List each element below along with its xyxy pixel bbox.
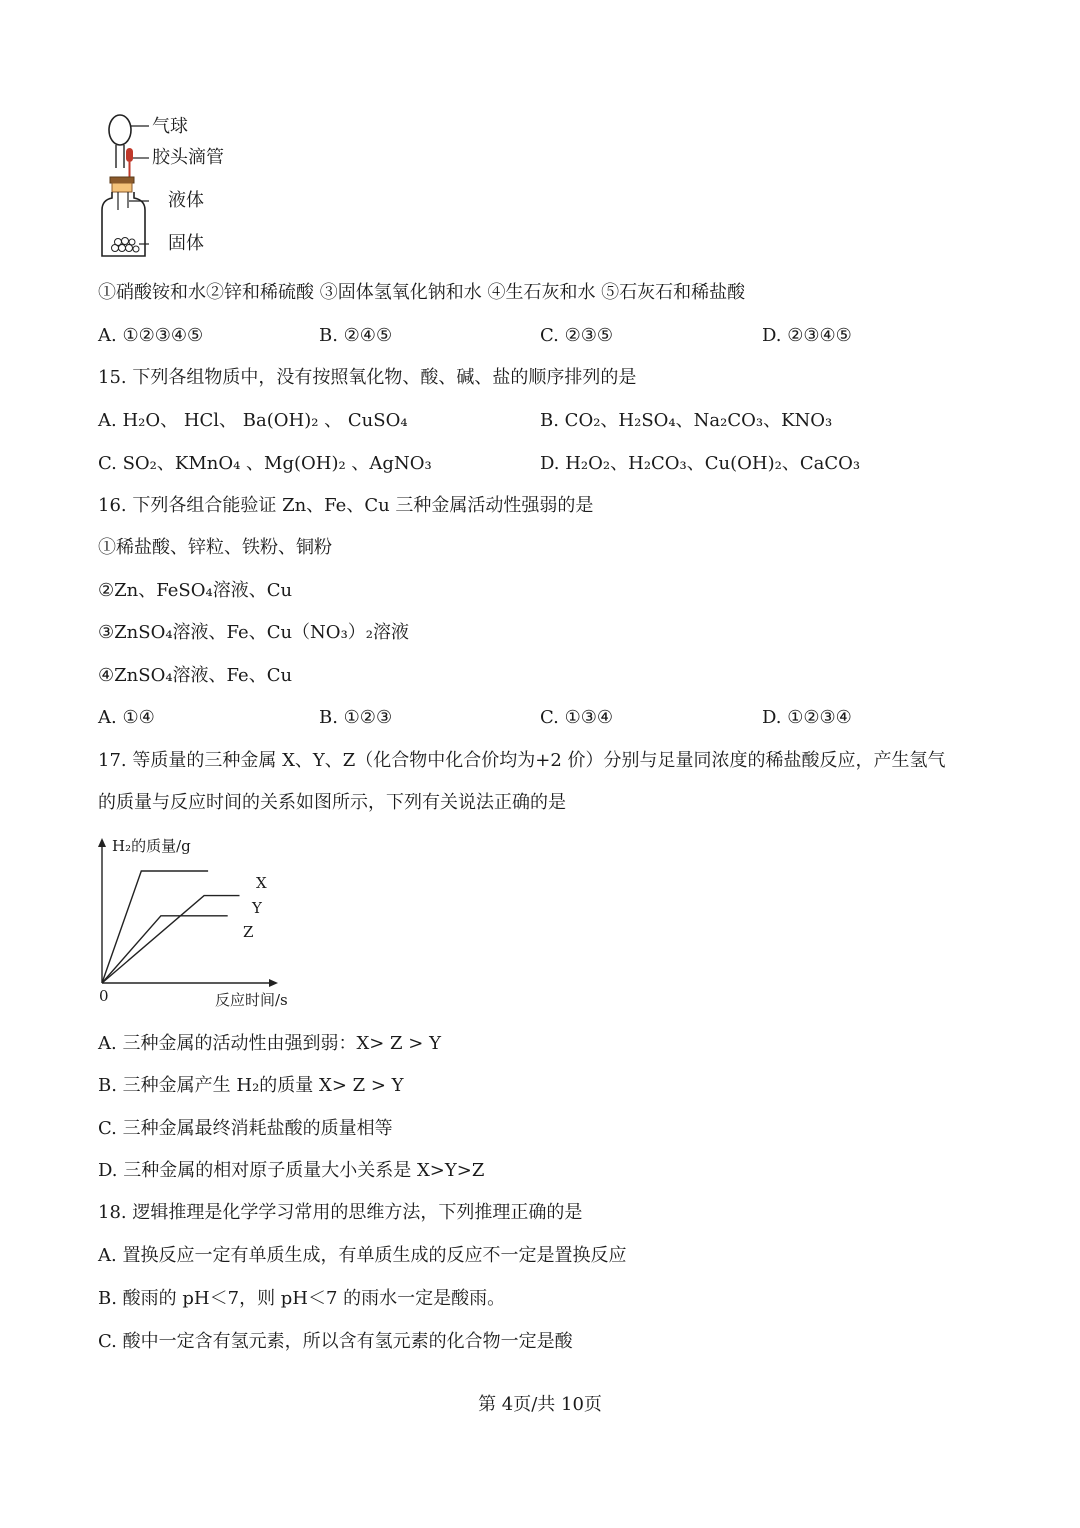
q17-stem-line2: 的质量与反应时间的关系如图所示，下列有关说法正确的是 bbox=[98, 792, 566, 813]
q15-option-b: B. CO₂、H₂SO₄、Na₂CO₃、KNO₃ bbox=[540, 410, 833, 431]
dropper-label: 胶头滴管 bbox=[152, 147, 224, 168]
q14-option-b: B. ②④⑤ bbox=[319, 325, 393, 346]
stopper bbox=[110, 177, 134, 183]
q17-option-a: A. 三种金属的活动性由强到弱：X> Z > Y bbox=[98, 1033, 441, 1054]
q16-option-b: B. ①②③ bbox=[319, 707, 393, 728]
q14-combos: ①硝酸铵和水②锌和稀硫酸 ③固体氢氧化钠和水 ④生石灰和水 ⑤石灰石和稀盐酸 bbox=[98, 282, 746, 303]
dropper-bulb bbox=[126, 148, 133, 162]
solid-particles bbox=[112, 238, 140, 253]
bottle bbox=[102, 192, 145, 256]
q17-option-c: C. 三种金属最终消耗盐酸的质量相等 bbox=[98, 1118, 393, 1139]
q14-option-a: A. ①②③④⑤ bbox=[98, 325, 204, 346]
h2-mass-chart bbox=[90, 835, 290, 1015]
legend-z-label: Z bbox=[243, 923, 254, 941]
q15-stem: 15. 下列各组物质中，没有按照氧化物、酸、碱、盐的顺序排列的是 bbox=[98, 367, 637, 388]
q16-item-2: ②Zn、FeSO₄溶液、Cu bbox=[98, 580, 293, 601]
page-footer: 第 4页/共 10页 bbox=[478, 1394, 602, 1415]
balloon-label: 气球 bbox=[152, 116, 188, 137]
q17-option-d: D. 三种金属的相对原子质量大小关系是 X>Y>Z bbox=[98, 1160, 485, 1181]
series-y-line bbox=[102, 896, 240, 983]
legend-x-label: X bbox=[256, 874, 267, 892]
liquid-label: 液体 bbox=[168, 190, 204, 211]
q16-item-1: ①稀盐酸、锌粒、铁粉、铜粉 bbox=[98, 537, 332, 558]
chart-xlabel: 反应时间/s bbox=[215, 991, 288, 1009]
q18-option-a: A. 置换反应一定有单质生成，有单质生成的反应不一定是置换反应 bbox=[98, 1245, 627, 1266]
x-axis-arrow bbox=[269, 979, 278, 987]
solid-label: 固体 bbox=[168, 233, 204, 254]
q16-option-d: D. ①②③④ bbox=[762, 707, 852, 728]
q18-option-b: B. 酸雨的 pH＜7，则 pH＜7 的雨水一定是酸雨。 bbox=[98, 1288, 506, 1309]
y-axis-arrow bbox=[98, 838, 106, 847]
q16-stem: 16. 下列各组合能验证 Zn、Fe、Cu 三种金属活动性强弱的是 bbox=[98, 495, 594, 516]
q16-item-3: ③ZnSO₄溶液、Fe、Cu（NO₃）₂溶液 bbox=[98, 622, 410, 643]
series-x-line bbox=[102, 871, 208, 983]
legend-y-label: Y bbox=[252, 899, 262, 917]
q15-option-a: A. H₂O、 HCl、 Ba(OH)₂ 、 CuSO₄ bbox=[98, 410, 408, 431]
q15-option-d: D. H₂O₂、H₂CO₃、Cu(OH)₂、CaCO₃ bbox=[540, 453, 861, 474]
q18-option-c: C. 酸中一定含有氢元素，所以含有氢元素的化合物一定是酸 bbox=[98, 1331, 573, 1352]
chart-ylabel: H₂的质量/g bbox=[112, 837, 191, 855]
q15-option-c: C. SO₂、KMnO₄ 、Mg(OH)₂ 、AgNO₃ bbox=[98, 453, 432, 474]
q16-item-4: ④ZnSO₄溶液、Fe、Cu bbox=[98, 665, 293, 686]
series-z-line bbox=[102, 916, 228, 983]
q14-option-c: C. ②③⑤ bbox=[540, 325, 613, 346]
q18-stem: 18. 逻辑推理是化学学习常用的思维方法，下列推理正确的是 bbox=[98, 1202, 583, 1223]
q16-option-a: A. ①④ bbox=[98, 707, 155, 728]
q17-stem-line1: 17. 等质量的三种金属 X、Y、Z（化合物中化合价均为+2 价）分别与足量同浓度的稀盐酸反应，产生氢气 bbox=[98, 750, 946, 771]
q17-option-b: B. 三种金属产生 H₂的质量 X> Z > Y bbox=[98, 1075, 404, 1096]
balloon-shape bbox=[109, 115, 131, 145]
q14-option-d: D. ②③④⑤ bbox=[762, 325, 852, 346]
q16-option-c: C. ①③④ bbox=[540, 707, 613, 728]
chart-origin-label: 0 bbox=[99, 987, 109, 1005]
